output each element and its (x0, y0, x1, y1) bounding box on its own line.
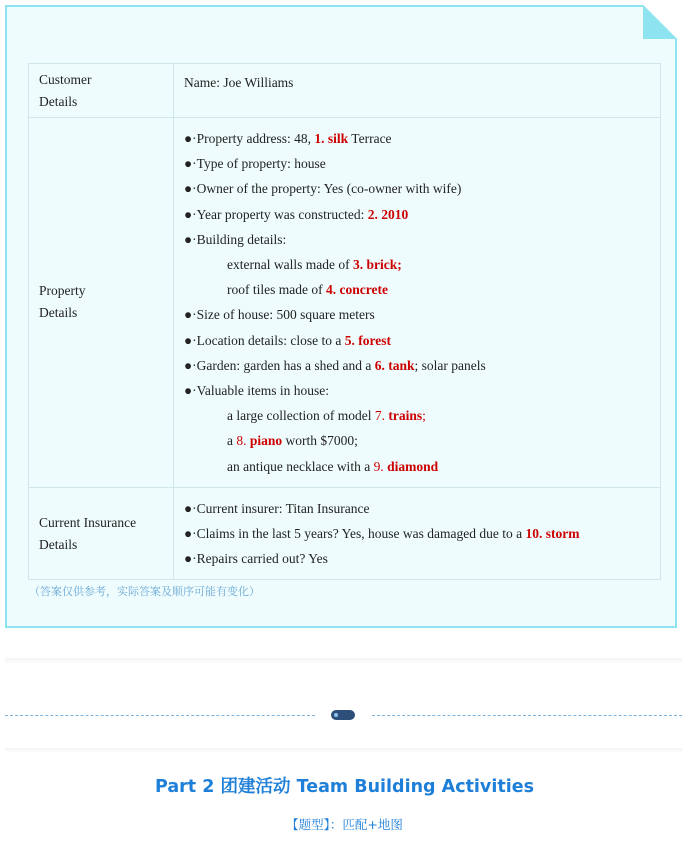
claims-line: ●·Claims in the last 5 years? Yes, house was damaged due to a 10. storm (184, 526, 580, 542)
size-line: ●·Size of house: 500 square meters (184, 307, 375, 323)
answer-10: storm (545, 526, 580, 542)
customer-name: Name: Joe Williams (184, 75, 294, 90)
necklace-line: an antique necklace with a 9. diamond (227, 458, 439, 474)
divider-right (372, 715, 682, 716)
question-type: 【题型】：匹配+地图 (286, 817, 403, 832)
insurer-line: ●·Current insurer: Titan Insurance (184, 500, 370, 516)
answer-6: tank (388, 357, 415, 373)
answer-3: brick (366, 257, 398, 273)
answer-7: trains (388, 408, 423, 424)
collection-line: a large collection of model 7. trains; (227, 408, 426, 424)
answer-card (5, 5, 677, 628)
answer-4: concrete (339, 282, 388, 298)
year-line: ●·Year property was constructed: 2. 2010 (184, 206, 409, 222)
garden-line: ●·Garden: garden has a shed and a 6. tank; solar panels (184, 357, 486, 373)
table-row (29, 64, 661, 118)
table-row (29, 118, 661, 488)
location-line: ●·Location details: close to a 5. forest (184, 332, 391, 348)
folded-corner (643, 5, 677, 39)
answer-2: 2010 (381, 206, 409, 222)
owner-line: ●·Owner of the property: Yes (co-owner with wife) (184, 181, 462, 197)
answer-5: forest (358, 332, 391, 348)
property-address-line: ●·Property address: 48, 1. silk Terrace (184, 131, 392, 146)
insurance-form-table (28, 63, 661, 580)
answer-note: （答案仅供参考，实际答案及顺序可能有变化） (29, 585, 260, 598)
logo-icon (331, 710, 355, 720)
answer-8: piano (249, 433, 283, 449)
customer-details-label: Customer Details (29, 64, 174, 118)
section-shadow (5, 748, 682, 753)
roof-line: roof tiles made of 4. concrete (227, 282, 388, 298)
valuable-line: ●·Valuable items in house: (184, 383, 329, 399)
repairs-line: ●·Repairs carried out? Yes (184, 551, 328, 567)
section-shadow (5, 658, 682, 664)
property-details-cell (174, 118, 661, 488)
answer-9: diamond (387, 458, 439, 474)
building-line: ●·Building details: (184, 231, 287, 247)
divider-left (5, 715, 315, 716)
piano-line: a 8. piano worth $7000; (227, 433, 358, 449)
insurance-details-cell (174, 487, 661, 580)
table-row (29, 487, 661, 580)
property-details-label: Property Details (29, 118, 174, 488)
customer-name-cell (174, 64, 661, 118)
part-title: Part 2 团建活动 Team Building Activities (155, 777, 534, 797)
walls-line: external walls made of 3. brick; (227, 257, 402, 273)
insurance-details-label: Current Insurance Details (29, 487, 174, 580)
answer-1: silk (327, 131, 349, 146)
property-type-line: ●·Type of property: house (184, 156, 326, 172)
